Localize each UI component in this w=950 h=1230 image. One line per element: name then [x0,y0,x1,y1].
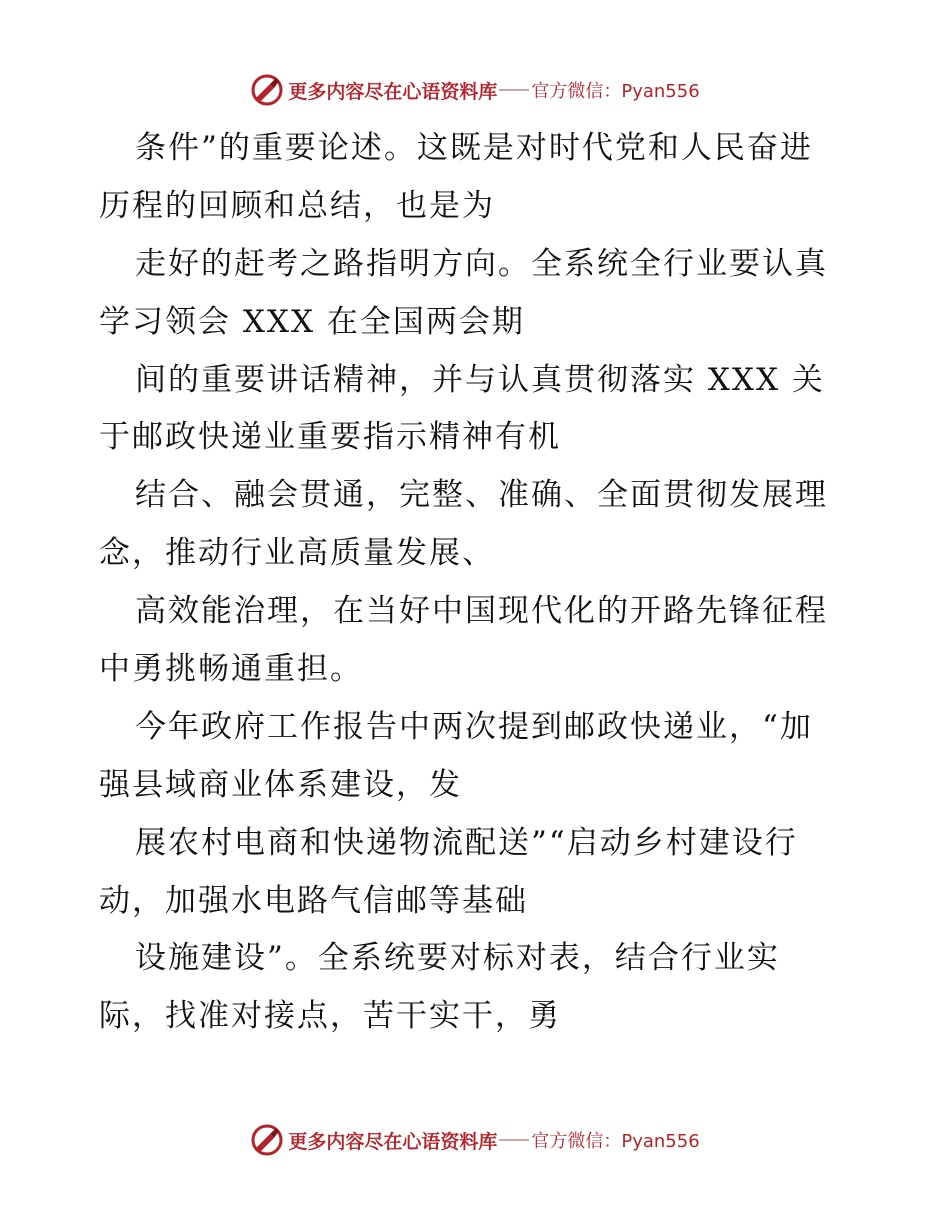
header-banner-content [250,73,699,107]
body-line: 强县域商业体系建设，发 [99,766,462,803]
body-line: 走好的赶考之路指明方向。全系统全行业要认真 [135,245,828,282]
body-line: 学习领会 XXX 在全国两会期 [99,303,525,340]
body-line: 间的重要讲话精神，并与认真贯彻落实 XXX 关 [135,361,825,398]
body-text [99,120,859,1046]
footer-banner-wechat: 官方微信：Pyan556 [531,1131,700,1152]
header-banner-title: 更多内容尽在心语资料库 [288,80,498,103]
header-banner-divider [499,89,529,91]
body-line: 际，找准对接点，苦干实干，勇 [99,998,561,1035]
header-banner [0,70,950,110]
body-line: 念，推动行业高质量发展、 [99,535,495,572]
footer-banner-content [250,1123,699,1157]
body-line: 今年政府工作报告中两次提到邮政快递业，“加 [135,708,813,745]
body-line: 展农村电商和快递物流配送”“启动乡村建设行 [135,824,798,861]
footer-banner-title: 更多内容尽在心语资料库 [288,1130,498,1153]
footer-banner [0,1120,950,1160]
body-line: 历程的回顾和总结，也是为 [99,187,495,224]
pen-circle-logo-icon [250,73,284,107]
body-line: 条件”的重要论述。这既是对时代党和人民奋进 [135,130,813,166]
header-banner-wechat: 官方微信：Pyan556 [531,81,700,102]
pen-circle-logo-icon [250,1123,284,1157]
footer-banner-divider [499,1139,529,1141]
body-line: 于邮政快递业重要指示精神有机 [99,419,561,456]
body-line: 中勇挑畅通重担。 [99,651,363,688]
body-line: 设施建设”。全系统要对标对表，结合行业实 [135,940,780,977]
body-line: 动，加强水电路气信邮等基础 [99,882,528,919]
body-line: 高效能治理，在当好中国现代化的开路先锋征程 [135,593,828,630]
body-line: 结合、融会贯通，完整、准确、全面贯彻发展理 [135,477,828,514]
